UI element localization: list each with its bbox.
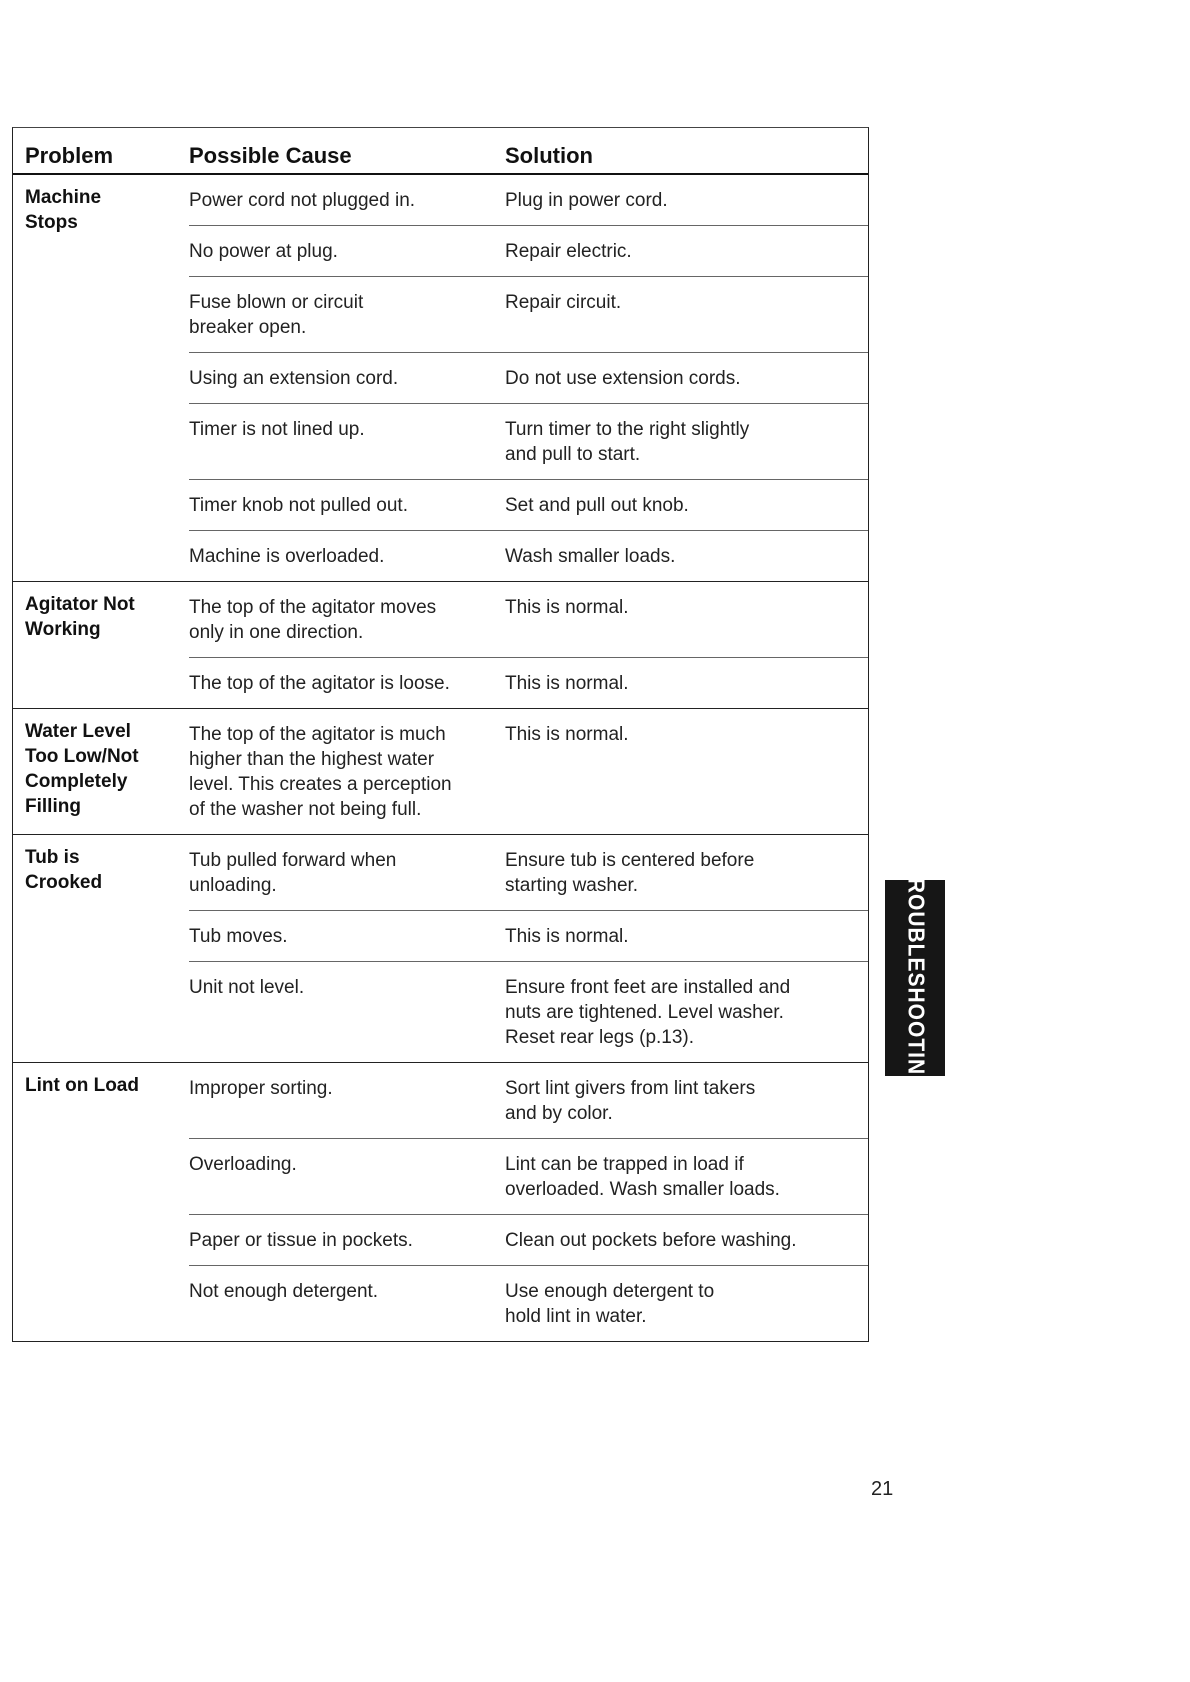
- possible-cause: Tub pulled forward when unloading.: [189, 850, 397, 896]
- solution: Sort lint givers from lint takers and by color.: [505, 1078, 756, 1124]
- cause-solution-list: [189, 1063, 868, 1341]
- problem-group: [13, 582, 868, 709]
- solution: Repair circuit.: [505, 292, 622, 313]
- solution: This is normal.: [505, 597, 629, 618]
- solution: Set and pull out knob.: [505, 495, 689, 516]
- cause-solution-list: [189, 709, 868, 834]
- solution: Ensure tub is centered before starting washer.: [505, 850, 755, 896]
- possible-cause: Tub moves.: [189, 926, 288, 947]
- problem-group: [13, 1063, 868, 1341]
- solution: This is normal.: [505, 926, 629, 947]
- possible-cause: Machine is overloaded.: [189, 546, 385, 567]
- solution: Repair electric.: [505, 241, 632, 262]
- table-row: [189, 835, 868, 911]
- table-body: [13, 175, 868, 1341]
- possible-cause: Unit not level.: [189, 977, 305, 998]
- table-row: [189, 404, 868, 480]
- table-row: [189, 353, 868, 404]
- solution: Do not use extension cords.: [505, 368, 741, 389]
- possible-cause: Fuse blown or circuit breaker open.: [189, 292, 364, 338]
- possible-cause: Timer is not lined up.: [189, 419, 365, 440]
- table-header: [13, 128, 868, 175]
- solution: Use enough detergent to hold lint in water.: [505, 1281, 715, 1327]
- header-possible-cause: Possible Cause: [189, 143, 352, 168]
- possible-cause: No power at plug.: [189, 241, 338, 262]
- solution: Clean out pockets before washing.: [505, 1230, 797, 1251]
- table-row: [189, 658, 868, 708]
- table-row: [189, 480, 868, 531]
- header-solution: Solution: [505, 143, 593, 168]
- solution: Wash smaller loads.: [505, 546, 676, 567]
- solution: Ensure front feet are installed and nuts are tightened. Level washer. Reset rear legs (p.13).: [505, 977, 791, 1048]
- possible-cause: Paper or tissue in pockets.: [189, 1230, 413, 1251]
- table-row: [189, 1215, 868, 1266]
- cause-solution-list: [189, 175, 868, 581]
- solution: This is normal.: [505, 724, 629, 745]
- table-row: [189, 911, 868, 962]
- problem-label: Water Level Too Low/Not Completely Filling: [25, 721, 139, 817]
- problem-label: Tub is Crooked: [25, 847, 103, 893]
- possible-cause: The top of the agitator is loose.: [189, 673, 450, 694]
- possible-cause: Power cord not plugged in.: [189, 190, 416, 211]
- table-row: [189, 962, 868, 1062]
- problem-label: Lint on Load: [25, 1075, 139, 1096]
- possible-cause: The top of the agitator moves only in one direction.: [189, 597, 437, 643]
- table-row: [189, 582, 868, 658]
- solution: Lint can be trapped in load if overloaded. Wash smaller loads.: [505, 1154, 780, 1200]
- cause-solution-list: [189, 835, 868, 1062]
- table-row: [189, 1063, 868, 1139]
- problem-group: [13, 835, 868, 1063]
- table-row: [189, 1266, 868, 1341]
- problem-group: [13, 175, 868, 582]
- table-row: [189, 1139, 868, 1215]
- table-row: [189, 531, 868, 581]
- table-row: [189, 277, 868, 353]
- cause-solution-list: [189, 582, 868, 708]
- section-tab: [885, 863, 945, 1093]
- problem-label: Agitator Not Working: [25, 594, 135, 640]
- solution: Turn timer to the right slightly and pull to start.: [505, 419, 750, 465]
- section-tab-label: TROUBLESHOOTING: [902, 863, 929, 1093]
- header-problem: Problem: [25, 143, 114, 168]
- problem-label: Machine Stops: [25, 187, 102, 233]
- possible-cause: Overloading.: [189, 1154, 297, 1175]
- troubleshooting-table: [12, 127, 869, 1342]
- possible-cause: Using an extension cord.: [189, 368, 399, 389]
- possible-cause: Not enough detergent.: [189, 1281, 379, 1302]
- problem-group: [13, 709, 868, 835]
- possible-cause: Timer knob not pulled out.: [189, 495, 408, 516]
- possible-cause: Improper sorting.: [189, 1078, 333, 1099]
- table-row: [189, 175, 868, 226]
- table-row: [189, 226, 868, 277]
- possible-cause: The top of the agitator is much higher than the highest water level. This creates a perception of the washer not being full.: [189, 724, 452, 820]
- solution: This is normal.: [505, 673, 629, 694]
- table-row: [189, 709, 868, 834]
- page-number: 21: [871, 1478, 894, 1500]
- solution: Plug in power cord.: [505, 190, 668, 211]
